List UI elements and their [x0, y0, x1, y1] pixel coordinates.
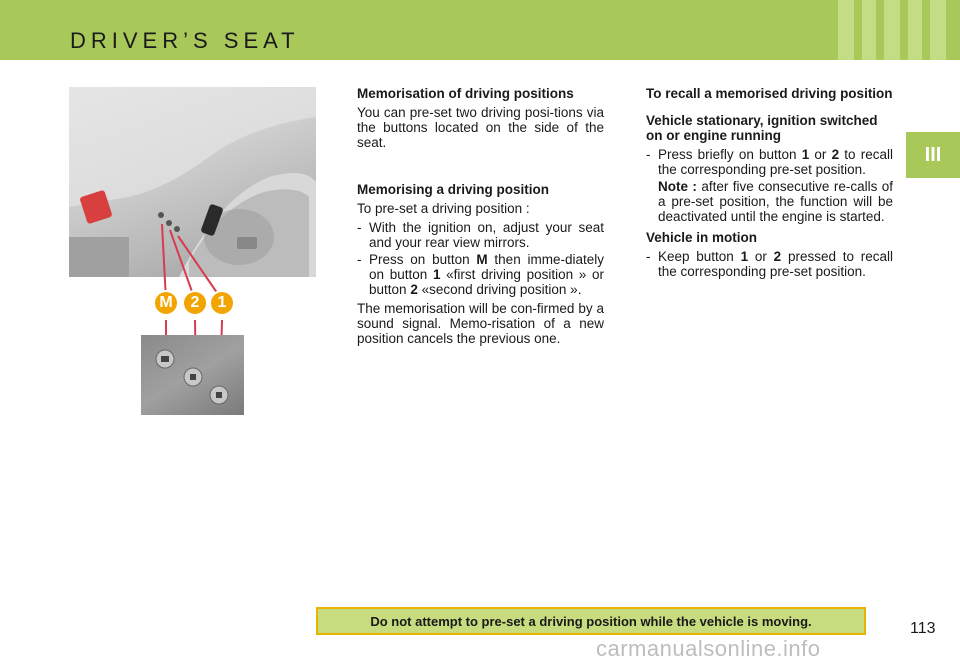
- header-stripes: [838, 0, 946, 60]
- watermark: carmanualsonline.info: [596, 636, 821, 661]
- list-item: - Keep button 1 or 2 pressed to recall the corresponding pre-set position.: [646, 249, 893, 279]
- switch-photo: [141, 335, 244, 415]
- recall-motion-title: Vehicle in motion: [646, 230, 758, 245]
- list-item: - Press briefly on button 1 or 2 to recall the corresponding pre-set position.: [646, 147, 893, 177]
- callout-1: 1: [211, 292, 233, 314]
- warning-banner: Do not attempt to pre-set a driving position while the vehicle is moving.: [316, 607, 866, 635]
- recall-title: To recall a memorised driving position: [646, 86, 893, 101]
- callout-m: M: [155, 292, 177, 314]
- section-memorisation-text: You can pre-set two driving posi-tions via the buttons located on the side of the seat.: [357, 105, 604, 150]
- section-memorisation-title: Memorisation of driving positions: [357, 86, 574, 101]
- memorising-steps: [357, 220, 604, 297]
- list-item: - With the ignition on, adjust your seat and your rear view mirrors.: [357, 220, 604, 250]
- right-column: [646, 86, 893, 281]
- recall-note: Note : after five consecutive re-calls of a pre-set position, the function will be deactivated until the engine is started.: [658, 179, 893, 224]
- page-header: [0, 0, 960, 60]
- switch-illustration: [141, 335, 244, 415]
- list-item: - Press on button M then imme-diately on button 1 «first driving position » or button 2 «second driving position ».: [357, 252, 604, 297]
- page-title: DRIVER’S SEAT: [70, 28, 300, 53]
- memorising-closing: The memorisation will be con-firmed by a sound signal. Memo-risation of a new position cancels the previous one.: [357, 301, 604, 346]
- callout-2: 2: [184, 292, 206, 314]
- page-number: 113: [910, 620, 936, 637]
- section-memorising-intro: To pre-set a driving position :: [357, 201, 530, 216]
- recall-stationary-title: Vehicle stationary, ignition switched on or engine running: [646, 113, 878, 143]
- section-memorising-title: Memorising a driving position: [357, 182, 550, 197]
- left-column: [357, 86, 604, 350]
- chapter-tab: III: [906, 132, 960, 178]
